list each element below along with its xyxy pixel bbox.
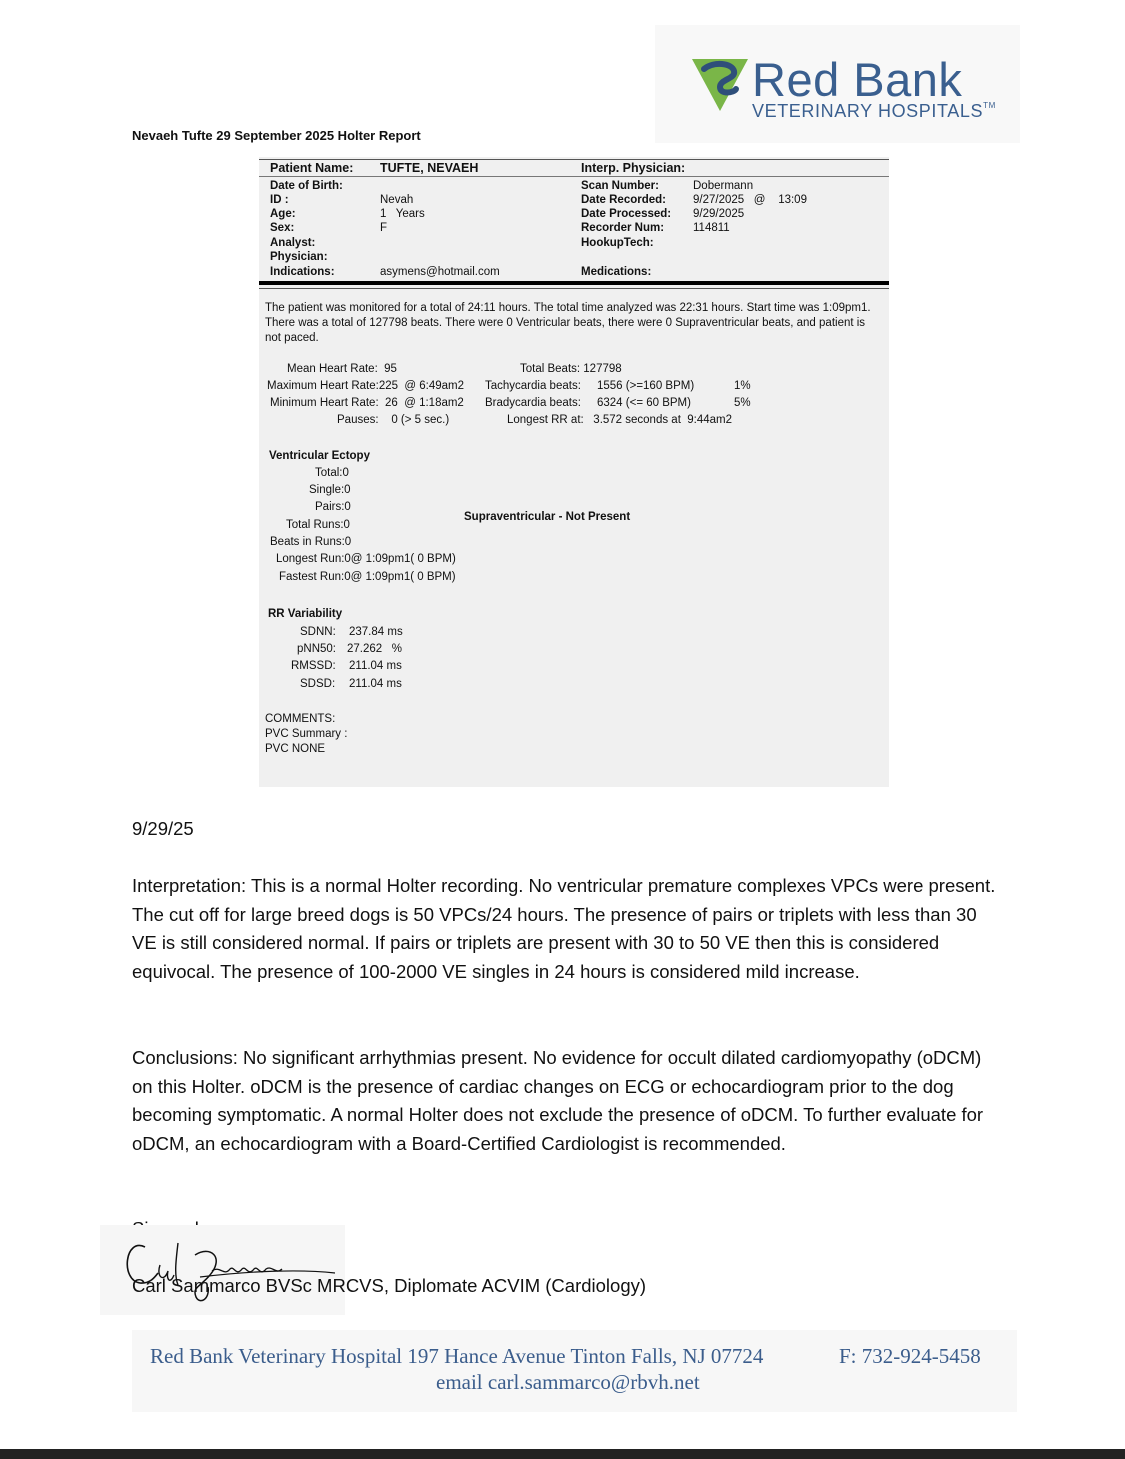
- brady-label: Bradycardia beats:: [485, 397, 581, 409]
- conclusions-paragraph: Conclusions: No significant arrhythmias present. No evidence for occult dilated cardiomyopathy (oDCM) on this Holter. oDCM is the presence of cardiac changes on ECG or echocardiogram prior to the dog becoming symptomatic. A normal Holter does not exclude the presence of oDCM. To further evaluate for oDCM, an echocardiogram with a Board-Certified Cardiologist is recommended.: [132, 1047, 984, 1155]
- rr-label: RMSSD:: [291, 660, 336, 672]
- field-label: Age:: [270, 208, 296, 220]
- field-label: Indications:: [270, 266, 335, 278]
- max-heart-rate: Maximum Heart Rate:225 @ 6:49am2: [267, 380, 465, 392]
- rr-label: SDSD:: [300, 678, 336, 690]
- comments-line: COMMENTS:: [265, 713, 336, 725]
- bottom-bar: [0, 1449, 1125, 1459]
- summary-line: There was a total of 127798 beats. There were 0 Ventricular beats, there were 0 Supraventricular beats, and patient is: [265, 317, 866, 329]
- field-value: 9/29/2025: [693, 208, 745, 220]
- signature-name: Carl Sammarco BVSc MRCVS, Diplomate ACVIM (Cardiology): [132, 1275, 647, 1296]
- supraventricular-status: Supraventricular - Not Present: [464, 511, 631, 523]
- handwritten-signature: [100, 1225, 345, 1315]
- rr-value: 211.04 ms: [349, 678, 402, 690]
- comments-line: PVC NONE: [265, 743, 326, 755]
- tachy-value: 1556 (>=160 BPM): [597, 380, 695, 392]
- divider: [259, 288, 889, 289]
- tachy-label: Tachycardia beats:: [485, 380, 581, 392]
- field-label: ID :: [270, 194, 289, 206]
- summary-line: The patient was monitored for a total of 24:11 hours. The total time analyzed was 22:31 hours. Start time was 1:09pm1.: [265, 302, 871, 314]
- rr-variability-heading: RR Variability: [268, 608, 343, 620]
- field-value: F: [380, 222, 388, 234]
- patient-name: TUFTE, NEVAEH: [380, 161, 479, 175]
- rr-value: 211.04 ms: [349, 660, 402, 672]
- field-label: Date Recorded:: [581, 194, 666, 206]
- patient-name-label: Patient Name:: [270, 161, 354, 175]
- document-title: Nevaeh Tufte 29 September 2025 Holter Report: [132, 128, 421, 143]
- field-value: Nevah: [380, 194, 414, 206]
- min-heart-rate: Minimum Heart Rate: 26 @ 1:18am2: [270, 397, 464, 409]
- field-label: Date of Birth:: [270, 180, 343, 192]
- field-value: 114811: [693, 222, 730, 234]
- logo-mark-icon: [690, 57, 750, 113]
- holter-report: [259, 157, 889, 787]
- mean-heart-rate: Mean Heart Rate: 95: [287, 363, 397, 375]
- ventricular-heading: Ventricular Ectopy: [269, 450, 370, 462]
- ventricular-line: Single:0: [309, 484, 351, 496]
- signature-area: [100, 1225, 345, 1315]
- comments-line: PVC Summary :: [265, 728, 348, 740]
- ventricular-line: Pairs:0: [315, 501, 351, 513]
- field-value: 9/27/2025 @ 13:09: [693, 194, 807, 206]
- pauses: Pauses: 0 (> 5 sec.): [337, 414, 450, 426]
- ventricular-line: Total:0: [315, 467, 349, 479]
- rr-label: SDNN:: [300, 626, 336, 638]
- ventricular-line: Total Runs:0: [286, 519, 350, 531]
- field-label: Date Processed:: [581, 208, 672, 220]
- divider: [259, 159, 889, 160]
- brady-value: 6324 (<= 60 BPM): [597, 397, 691, 409]
- interp-physician-label: Interp. Physician:: [581, 161, 686, 175]
- longest-rr: Longest RR at: 3.572 seconds at 9:44am2: [507, 414, 733, 426]
- rr-value: 27.262 %: [347, 643, 402, 655]
- field-label: Scan Number:: [581, 180, 659, 192]
- brady-pct: 5%: [734, 397, 751, 409]
- footer-fax: F: 732-924-5458: [839, 1344, 981, 1368]
- ventricular-line: Beats in Runs:0: [270, 536, 352, 548]
- field-label: Physician:: [270, 251, 328, 263]
- tachy-pct: 1%: [734, 380, 751, 392]
- divider: [259, 176, 889, 177]
- divider: [259, 281, 889, 285]
- footer-address: Red Bank Veterinary Hospital 197 Hance Avenue Tinton Falls, NJ 07724: [150, 1344, 764, 1368]
- field-value: Dobermann: [693, 180, 754, 192]
- footer-email: email carl.sammarco@rbvh.net: [436, 1370, 700, 1394]
- rr-value: 237.84 ms: [349, 626, 403, 638]
- field-value: asymens@hotmail.com: [380, 266, 500, 278]
- logo-brand: Red Bank: [752, 53, 963, 106]
- interpretation-paragraph: Interpretation: This is a normal Holter recording. No ventricular premature complexes VPCs were present. The cut off for large breed dogs is 50 VPCs/24 hours. The presence of pairs or triplets with less than 30 VE is still considered normal. If pairs or triplets are present with 30 to 50 VE then this is considered equivocal. The presence of 100-2000 VE singles in 24 hours is considered mild increase.: [132, 875, 996, 983]
- ventricular-line: Fastest Run:0@ 1:09pm1( 0 BPM): [279, 571, 456, 583]
- field-label: HookupTech:: [581, 237, 654, 249]
- field-value: 1 Years: [380, 208, 425, 220]
- letter-date: 9/29/25: [132, 818, 194, 839]
- footer: [132, 1330, 1017, 1412]
- logo-subtitle: VETERINARY HOSPITALS™: [752, 101, 996, 121]
- field-label: Sex:: [270, 222, 295, 234]
- field-label: Analyst:: [270, 237, 316, 249]
- field-label: Medications:: [581, 266, 652, 278]
- hospital-logo: [655, 25, 1020, 143]
- field-label: Recorder Num:: [581, 222, 665, 234]
- summary-line: not paced.: [265, 332, 319, 344]
- total-beats: Total Beats: 127798: [520, 363, 622, 375]
- rr-label: pNN50:: [297, 643, 336, 655]
- ventricular-line: Longest Run:0@ 1:09pm1( 0 BPM): [276, 553, 456, 565]
